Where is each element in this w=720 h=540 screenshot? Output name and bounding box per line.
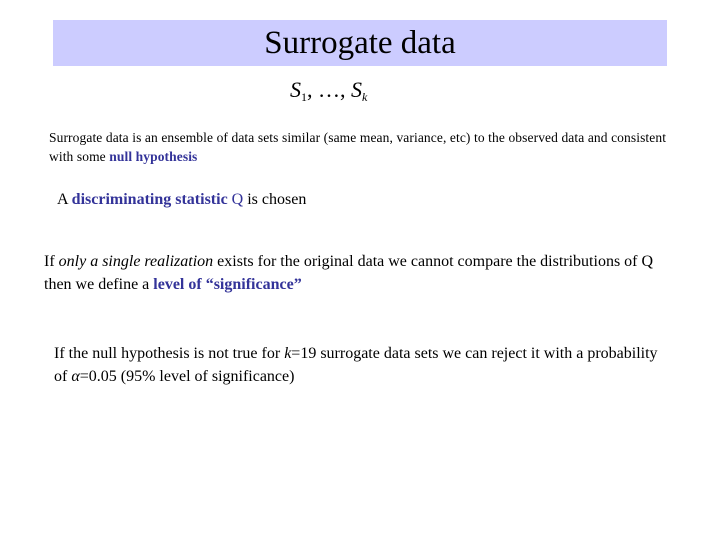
statistic-tail: is chosen — [243, 191, 307, 208]
rejection-middle: =19 surrogate data sets we can reject it with a probability of — [54, 345, 658, 385]
significance-lead: If — [44, 253, 59, 270]
rejection-tail: =0.05 (95% level of significance) — [79, 368, 295, 385]
formula-separator: , …, — [307, 77, 351, 102]
definition-paragraph — [49, 128, 669, 166]
statistic-paragraph — [57, 189, 657, 211]
formula-first-symbol: S — [290, 77, 301, 102]
level-of-significance-term: level of “significance” — [153, 276, 302, 293]
definition-text: Surrogate data is an ensemble of data sets similar (same mean, variance, etc) to the observed data and consistent with some — [49, 130, 667, 164]
statistic-lead: A — [57, 191, 72, 208]
formula-first-subscript: 1 — [301, 90, 307, 104]
significance-paragraph — [44, 250, 664, 296]
title-bar — [53, 20, 667, 66]
k-symbol: k — [284, 345, 292, 362]
significance-middle: exists for the original data we cannot compare the distributions of Q then we define a — [44, 253, 654, 293]
formula-last-symbol: S — [351, 77, 362, 102]
surrogate-set-formula — [290, 76, 367, 111]
single-realization-phrase: only a single realization — [58, 253, 214, 270]
slide-title: Surrogate data — [264, 25, 456, 61]
formula-last-subscript: k — [362, 90, 368, 104]
statistic-symbol: Q — [227, 191, 244, 208]
rejection-paragraph — [54, 342, 674, 388]
alpha-symbol: α — [71, 368, 80, 385]
discriminating-statistic-term: discriminating statistic — [71, 191, 228, 208]
rejection-lead: If the null hypothesis is not true for — [54, 345, 285, 362]
null-hypothesis-term: null hypothesis — [109, 149, 198, 164]
